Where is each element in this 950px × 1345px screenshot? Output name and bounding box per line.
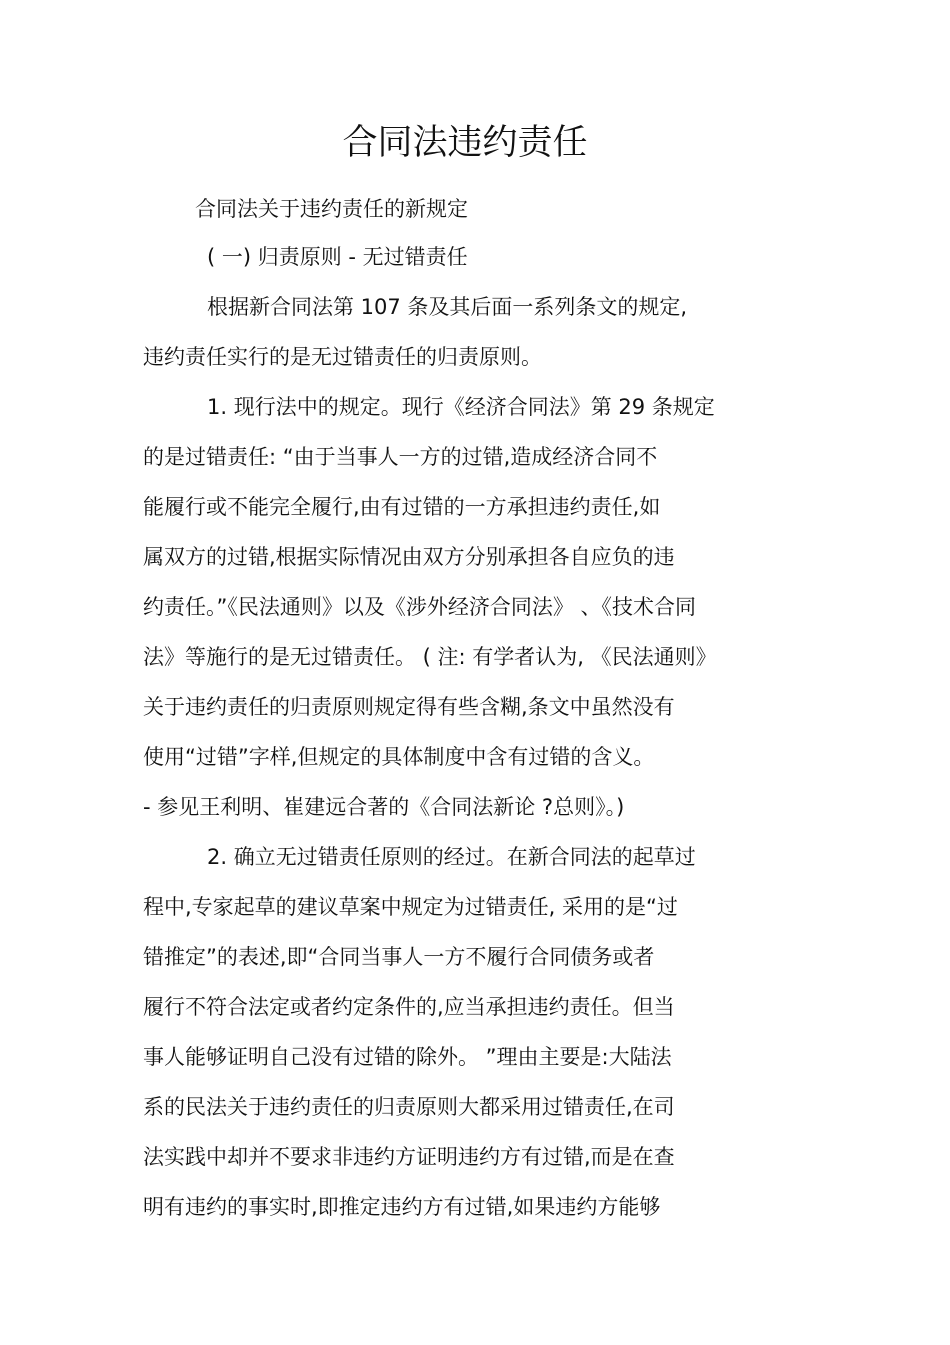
text-line: 系的民法关于违约责任的归责原则大都采用过错责任,在司 bbox=[143, 1095, 675, 1119]
text-line: 使用“过错”字样,但规定的具体制度中含有过错的含义。 bbox=[143, 745, 655, 769]
text-line: 履行不符合法定或者约定条件的,应当承担违约责任。但当 bbox=[143, 995, 675, 1019]
text-line: 事人能够证明自己没有过错的除外。 ”理由主要是:大陆法 bbox=[143, 1045, 672, 1069]
text-line: 能履行或不能完全履行,由有过错的一方承担违约责任,如 bbox=[143, 495, 661, 519]
text-line: 的是过错责任: “由于当事人一方的过错,造成经济合同不 bbox=[143, 445, 658, 469]
page-title: 合同法违约责任 bbox=[342, 123, 588, 163]
text-line: 1. 现行法中的规定。现行《经济合同法》第 29 条规定 bbox=[207, 395, 715, 419]
text-line: 约责任。”《民法通则》以及《涉外经济合同法》 、《技术合同 bbox=[143, 595, 697, 619]
text-line: 属双方的过错,根据实际情况由双方分别承担各自应负的违 bbox=[143, 545, 675, 569]
text-line: 关于违约责任的归责原则规定得有些含糊,条文中虽然没有 bbox=[143, 695, 675, 719]
text-line: ( 一) 归责原则 - 无过错责任 bbox=[207, 245, 468, 269]
text-line: 违约责任实行的是无过错责任的归责原则。 bbox=[143, 345, 542, 369]
text-line: 法实践中却并不要求非违约方证明违约方有过错,而是在查 bbox=[143, 1145, 675, 1169]
text-line: 合同法关于违约责任的新规定 bbox=[195, 197, 468, 221]
text-line: 错推定”的表述,即“合同当事人一方不履行合同债务或者 bbox=[143, 945, 655, 969]
text-line: 根据新合同法第 107 条及其后面一系列条文的规定, bbox=[207, 295, 688, 319]
text-line: - 参见王利明、崔建远合著的《合同法新论 ?总则》。) bbox=[143, 795, 625, 819]
text-line: 法》等施行的是无过错责任。 ( 注: 有学者认为, 《民法通则》 bbox=[143, 645, 717, 669]
text-line: 2. 确立无过错责任原则的经过。在新合同法的起草过 bbox=[207, 845, 696, 869]
text-line: 程中,专家起草的建议草案中规定为过错责任, 采用的是“过 bbox=[143, 895, 678, 919]
text-line: 明有违约的事实时,即推定违约方有过错,如果违约方能够 bbox=[143, 1195, 661, 1219]
